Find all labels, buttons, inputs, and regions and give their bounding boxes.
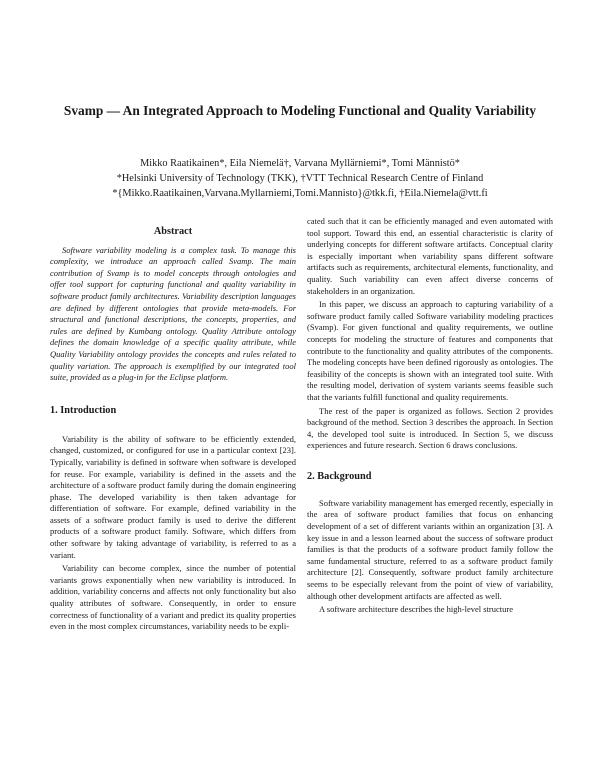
introduction-paragraph-3: In this paper, we discuss an approach to capturing variability of a software product family called Software variability modeling practices (Svamp). For given functional and quality requirements, we outline concepts for modeling the structure of features and components that contribute to the functionality and quality attributes of the components. The modeling concepts have been defined rigorously as ontologies. The feasibility of the concepts is shown with an integrated tool suite. With the resulting model, derivation of system variants seems feasible such that the variants fulfill functional and quality requirements.: [307, 299, 553, 402]
introduction-heading: 1. Introduction: [50, 404, 117, 416]
introduction-paragraph-4: The rest of the paper is organized as follows. Section 2 provides background of the method. Section 3 describes the approach. In Section 4, the developed tool suite is introduced. In Section 5, we discuss experiences and future research. Section 6 draws conclusions.: [307, 405, 553, 451]
paper-title: Svamp — An Integrated Approach to Modeling Functional and Quality Variability: [63, 103, 537, 118]
background-paragraph-2: A software architecture describes the high-level structure: [319, 604, 514, 615]
background-paragraph-1: Software variability management has emerged recently, especially in the area of software product families that focus on enhancing development of a set of different variants within an organization [3]. A key issue in and a lesson learned about the success of software product families is that the products of a software product family follow the same fundamental structure, referred to as a software product family architecture [2]. Consequently, software product family architecture seems to be especially relevant from the point of view of variability, although other development artifacts are affected as well.: [307, 497, 553, 601]
abstract-text: Software variability modeling is a complex task. To manage this complexity, we introduce an approach called Svamp. The main contribution of Svamp is to model concepts through ontologies and offer tool support for capturing functional and quality variability in software product family architectures. Variability description languages are defined by different ontologies that provide meta-models. For structural and functional descriptions, the concepts, properties, and rules are defined by Kumbang ontology. Quality Attribute ontology defines the domain knowledge of a specific quality attribute, while Quality Variability ontology provides the concepts and rules related to quality variation. The approach is exemplified by our integrated tool suite, provided as a plug-in for the Eclipse platform.: [50, 244, 296, 383]
author-block: [40, 156, 560, 201]
introduction-paragraph-1: Variability is the ability of software to be efficiently extended, changed, customized, or configured for use in a particular context [23]. Typically, variability is defined in software when software is developed for reuse. For example, variability is defined in the assets and the architecture of a software product family during the domain engineering phase. The developed variability is then taken advantage for differentiation of software. For example, defined variability in the assets of a software product family is used to derive the different products of a software product family. Software, which differs from other software by taking advantage of variability, is referred to as a variant.: [50, 433, 296, 560]
introduction-continued-paragraph: cated such that it can be efficiently managed and even automated with tool support. Toward this end, an essential characteristic is clarity of underlying concepts for different software artifacts. Conceptual clarity is especially important when variability spans different software artifacts such as requirements, architectural elements, functionality, and quality. Such variability can even affect diverse concerns of stakeholders in an organization.: [307, 216, 553, 296]
left-column: [50, 226, 296, 635]
authors-line: Mikko Raatikainen*, Eila Niemelä†, Varvana Myllärniemi*, Tomi Männistö*: [140, 158, 460, 169]
introduction-paragraph-2: Variability can become complex, since the number of potential variants grows exponentially when new variability is introduced. In addition, variability concerns and affects not only functionality but also quality attributes of software. Consequently, in order to ensure correctness of functionality of a variant and predict its quality properties even in the most complex circumstances, variability needs to be expli-: [50, 563, 296, 632]
right-column: [307, 216, 553, 618]
background-heading: 2. Background: [307, 470, 372, 482]
affiliations-line: *Helsinki University of Technology (TKK), †VTT Technical Research Centre of Finland: [116, 173, 484, 184]
emails-line: *{Mikko.Raatikainen,Varvana.Myllarniemi,Tomi.Mannisto}@tkk.fi, †Eila.Niemela@vtt.fi: [112, 188, 488, 199]
abstract-heading: Abstract: [153, 226, 193, 237]
